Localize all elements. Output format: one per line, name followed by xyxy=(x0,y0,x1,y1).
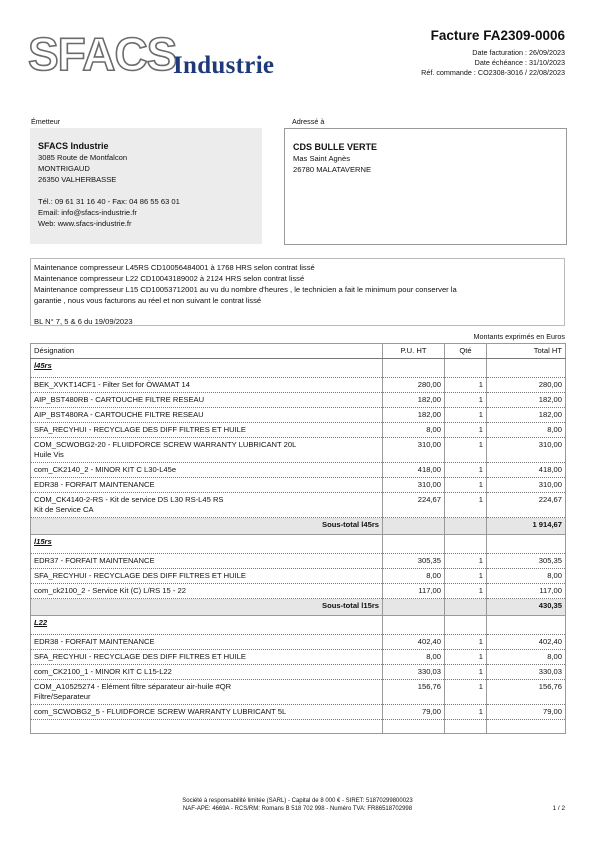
description-line: Maintenance compresseur L45RS CD10056484001 à 1768 HRS selon contrat lissé xyxy=(34,263,315,272)
item-designation xyxy=(31,478,383,493)
empty-cell xyxy=(445,616,487,635)
item-designation xyxy=(31,463,383,478)
item-designation xyxy=(31,705,383,720)
item-label: EDR38 - FORFAIT MAINTENANCE xyxy=(34,637,155,646)
emetteur-address3: 26350 VALHERBASSE xyxy=(38,175,117,184)
section-header-row xyxy=(31,535,566,554)
table-header-row xyxy=(31,344,566,359)
subtotal-value: 430,35 xyxy=(487,599,566,616)
description-line: Maintenance compresseur L15 CD10053712001 au vu du nombre d'heures , le technicien a fait le minimum pour conserver la xyxy=(34,285,457,294)
empty-cell xyxy=(487,720,566,734)
empty-cell xyxy=(445,359,487,378)
item-unit-price: 8,00 xyxy=(383,650,445,665)
adresse-label: Adressé à xyxy=(292,117,325,126)
empty-cell xyxy=(445,720,487,734)
empty-cell xyxy=(383,359,445,378)
item-total: 8,00 xyxy=(487,650,566,665)
item-label: SFA_RECYHUI - RECYCLAGE DES DIFF FILTRES ET HUILE xyxy=(34,571,246,580)
item-quantity: 1 xyxy=(445,393,487,408)
item-label: com_SCWOBG2_5 - FLUIDFORCE SCREW WARRANTY LUBRICANT 5L xyxy=(34,707,287,716)
item-sublabel: Filtre/Separateur xyxy=(34,692,91,701)
item-sublabel: Huile Vis xyxy=(34,450,64,459)
item-quantity: 1 xyxy=(445,493,487,518)
table-row xyxy=(31,584,566,599)
section-title: l15rs xyxy=(31,535,383,554)
empty-cell xyxy=(445,599,487,616)
item-quantity: 1 xyxy=(445,569,487,584)
item-total: 280,00 xyxy=(487,378,566,393)
emetteur-phone: Tél.: 09 61 31 16 40 - Fax: 04 86 55 63 01 xyxy=(38,197,180,206)
item-label: EDR38 - FORFAIT MAINTENANCE xyxy=(34,480,155,489)
item-total: 79,00 xyxy=(487,705,566,720)
footer-legal-line2: NAF-APE: 4669A - RCS/RM: Romans B 518 702 998 - Numéro TVA: FR86518702998 xyxy=(182,806,413,812)
item-total: 182,00 xyxy=(487,408,566,423)
item-unit-price: 310,00 xyxy=(383,438,445,463)
emetteur-name: SFACS Industrie xyxy=(38,141,109,151)
item-label: com_CK2100_1 - MINOR KIT C L15-L22 xyxy=(34,667,172,676)
adresse-address2: 26780 MALATAVERNE xyxy=(293,165,372,174)
emetteur-address1: 3085 Route de Montfalcon xyxy=(38,153,128,162)
item-designation xyxy=(31,584,383,599)
item-unit-price: 117,00 xyxy=(383,584,445,599)
item-label: AIP_BST480RA - CARTOUCHE FILTRE RESEAU xyxy=(34,410,204,419)
section-title: l45rs xyxy=(31,359,383,378)
item-unit-price: 8,00 xyxy=(383,423,445,438)
logo-sfacs-text: SFACS xyxy=(28,28,177,80)
subtotal-label: Sous-total l45rs xyxy=(31,518,383,535)
emetteur-label: Émetteur xyxy=(31,117,61,126)
item-quantity: 1 xyxy=(445,665,487,680)
item-designation xyxy=(31,408,383,423)
item-label: com_CK2140_2 - MINOR KIT C L30-L45e xyxy=(34,465,177,474)
invoice-title: Facture FA2309-0006 xyxy=(430,28,565,43)
company-logo xyxy=(28,30,288,82)
table-row xyxy=(31,393,566,408)
empty-cell xyxy=(383,518,445,535)
item-unit-price: 310,00 xyxy=(383,478,445,493)
empty-cell xyxy=(445,535,487,554)
item-quantity: 1 xyxy=(445,635,487,650)
item-quantity: 1 xyxy=(445,478,487,493)
item-total: 156,76 xyxy=(487,680,566,705)
description-line: garantie , nous vous facturons au réel et non suivant le contrat lissé xyxy=(34,296,262,305)
item-designation xyxy=(31,438,383,463)
item-label: COM_SCWOBG2-20 - FLUIDFORCE SCREW WARRANTY LUBRICANT 20L xyxy=(34,440,297,449)
item-quantity: 1 xyxy=(445,423,487,438)
item-designation xyxy=(31,378,383,393)
item-label: SFA_RECYHUI - RECYCLAGE DES DIFF FILTRES ET HUILE xyxy=(34,425,246,434)
subtotal-row xyxy=(31,518,566,535)
item-sublabel: Kit de Service CA xyxy=(34,505,94,514)
table-row xyxy=(31,378,566,393)
subtotal-value: 1 914,67 xyxy=(487,518,566,535)
table-row xyxy=(31,408,566,423)
item-designation xyxy=(31,665,383,680)
header-designation: Désignation xyxy=(31,344,383,359)
empty-cell xyxy=(487,359,566,378)
item-quantity: 1 xyxy=(445,463,487,478)
adresse-name: CDS BULLE VERTE xyxy=(293,142,378,152)
section-header-row xyxy=(31,616,566,635)
item-unit-price: 79,00 xyxy=(383,705,445,720)
item-unit-price: 182,00 xyxy=(383,408,445,423)
table-row xyxy=(31,438,566,463)
emetteur-address2: MONTRIGAUD xyxy=(38,164,90,173)
item-quantity: 1 xyxy=(445,408,487,423)
item-label: com_ck2100_2 - Service Kit (C) L/RS 15 - 22 xyxy=(34,586,186,595)
item-unit-price: 305,35 xyxy=(383,554,445,569)
invoice-date: Date facturation : 26/09/2023 xyxy=(472,48,565,57)
item-label: COM_A10525274 - Elément filtre séparateur air-huile #QR xyxy=(34,682,232,691)
table-row xyxy=(31,665,566,680)
item-unit-price: 8,00 xyxy=(383,569,445,584)
item-label: AIP_BST480RB - CARTOUCHE FILTRE RESEAU xyxy=(34,395,205,404)
table-row xyxy=(31,463,566,478)
item-total: 224,67 xyxy=(487,493,566,518)
invoice-order-ref: Réf. commande : CO2308-3016 / 22/08/2023 xyxy=(421,68,565,77)
item-designation xyxy=(31,423,383,438)
item-label: SFA_RECYHUI - RECYCLAGE DES DIFF FILTRES ET HUILE xyxy=(34,652,246,661)
item-designation xyxy=(31,393,383,408)
item-unit-price: 330,03 xyxy=(383,665,445,680)
table-row xyxy=(31,650,566,665)
table-row-empty xyxy=(31,720,566,734)
item-total: 305,35 xyxy=(487,554,566,569)
description-line: Maintenance compresseur L22 CD10043189002 à 2124 HRS selon contrat lissé xyxy=(34,274,305,283)
table-row xyxy=(31,705,566,720)
item-designation xyxy=(31,554,383,569)
header-total: Total HT xyxy=(487,344,566,359)
adresse-box xyxy=(284,128,567,245)
empty-cell xyxy=(383,535,445,554)
item-quantity: 1 xyxy=(445,438,487,463)
item-total: 402,40 xyxy=(487,635,566,650)
item-designation xyxy=(31,635,383,650)
item-total: 182,00 xyxy=(487,393,566,408)
invoice-meta xyxy=(421,48,565,78)
item-total: 418,00 xyxy=(487,463,566,478)
table-row xyxy=(31,493,566,518)
currency-note: Montants exprimés en Euros xyxy=(473,332,565,341)
description-box xyxy=(30,258,565,326)
empty-cell xyxy=(487,535,566,554)
invoice-due-date: Date échéance : 31/10/2023 xyxy=(474,58,565,67)
item-quantity: 1 xyxy=(445,650,487,665)
item-unit-price: 224,67 xyxy=(383,493,445,518)
item-quantity: 1 xyxy=(445,554,487,569)
item-unit-price: 402,40 xyxy=(383,635,445,650)
subtotal-row xyxy=(31,599,566,616)
header-unit-price: P.U. HT xyxy=(383,344,445,359)
empty-cell xyxy=(383,616,445,635)
item-quantity: 1 xyxy=(445,680,487,705)
emetteur-web: Web: www.sfacs-industrie.fr xyxy=(38,219,132,228)
table-row xyxy=(31,554,566,569)
item-designation xyxy=(31,680,383,705)
section-header-row xyxy=(31,359,566,378)
item-unit-price: 280,00 xyxy=(383,378,445,393)
item-total: 310,00 xyxy=(487,438,566,463)
table-row xyxy=(31,635,566,650)
invoice-items-table xyxy=(30,343,566,734)
item-quantity: 1 xyxy=(445,378,487,393)
table-row xyxy=(31,680,566,705)
table-row xyxy=(31,478,566,493)
footer-legal-line1: Société à responsabilité limitée (SARL) - Capital de 8 000 € - SIRET: 51870299800023 xyxy=(182,798,413,804)
delivery-note-ref: BL N° 7, 5 & 6 du 19/09/2023 xyxy=(34,317,133,326)
emetteur-email: Email: info@sfacs-industrie.fr xyxy=(38,208,137,217)
item-designation xyxy=(31,493,383,518)
empty-cell xyxy=(445,518,487,535)
page-number: 1 / 2 xyxy=(552,805,565,812)
logo-industrie-text: Industrie xyxy=(173,52,275,79)
page-footer xyxy=(0,797,595,813)
section-title: L22 xyxy=(31,616,383,635)
item-total: 330,03 xyxy=(487,665,566,680)
header-quantity: Qté xyxy=(445,344,487,359)
item-label: COM_CK4140-2-RS - Kit de service DS L30 RS-L45 RS xyxy=(34,495,224,504)
table-row xyxy=(31,423,566,438)
item-designation xyxy=(31,650,383,665)
item-total: 310,00 xyxy=(487,478,566,493)
item-label: BEK_XVKT14CF1 - Filter Set for ÖWAMAT 14 xyxy=(34,380,190,389)
subtotal-label: Sous-total l15rs xyxy=(31,599,383,616)
item-unit-price: 418,00 xyxy=(383,463,445,478)
empty-cell xyxy=(383,720,445,734)
item-label: EDR37 - FORFAIT MAINTENANCE xyxy=(34,556,155,565)
empty-cell xyxy=(383,599,445,616)
item-total: 8,00 xyxy=(487,423,566,438)
table-row xyxy=(31,569,566,584)
item-quantity: 1 xyxy=(445,705,487,720)
item-total: 8,00 xyxy=(487,569,566,584)
emetteur-box xyxy=(30,128,262,244)
item-designation xyxy=(31,569,383,584)
empty-cell xyxy=(31,720,383,734)
item-quantity: 1 xyxy=(445,584,487,599)
item-unit-price: 182,00 xyxy=(383,393,445,408)
adresse-address1: Mas Saint Agnès xyxy=(293,154,350,163)
item-total: 117,00 xyxy=(487,584,566,599)
empty-cell xyxy=(487,616,566,635)
item-unit-price: 156,76 xyxy=(383,680,445,705)
